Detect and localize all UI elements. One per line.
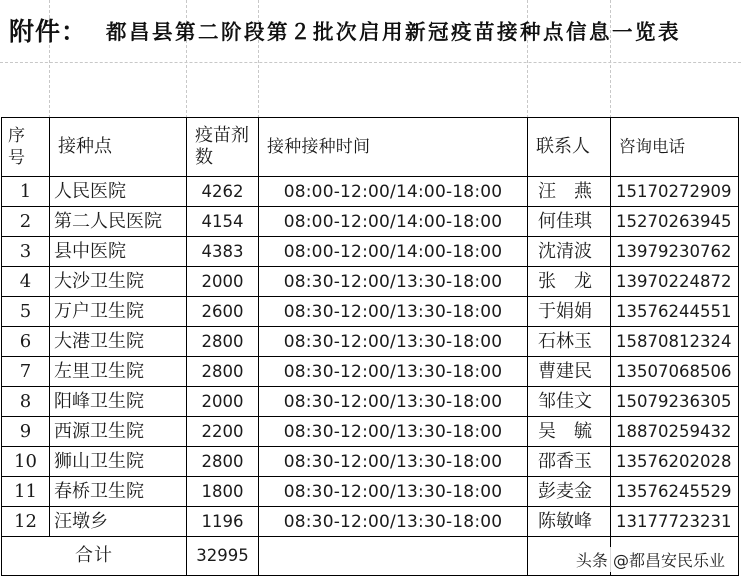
site-name: 第二人民医院 xyxy=(50,207,187,237)
dose-count: 4154 xyxy=(187,207,259,237)
dose-count: 2800 xyxy=(187,357,259,387)
dose-count: 2000 xyxy=(187,267,259,297)
contact-phone: 15170272909 xyxy=(611,177,739,207)
row-number: 10 xyxy=(2,447,50,477)
dose-count: 2200 xyxy=(187,417,259,447)
contact-person: 汪 燕 xyxy=(528,177,611,207)
row-number: 5 xyxy=(2,297,50,327)
vaccination-hours: 08:30-12:00/13:30-18:00 xyxy=(259,267,528,297)
title-text: 都昌县第二阶段第２批次启用新冠疫苗接种点信息一览表 xyxy=(106,20,681,44)
site-name: 左里卫生院 xyxy=(50,357,187,387)
header-phone: 咨询电话 xyxy=(611,118,739,177)
contact-person: 曹建民 xyxy=(528,357,611,387)
site-name: 大港卫生院 xyxy=(50,327,187,357)
dose-count: 2800 xyxy=(187,327,259,357)
dose-count: 2600 xyxy=(187,297,259,327)
dose-count: 2800 xyxy=(187,447,259,477)
vaccination-hours: 08:00-12:00/14:00-18:00 xyxy=(259,177,528,207)
table-row xyxy=(2,297,739,327)
contact-person: 邹佳文 xyxy=(528,387,611,417)
site-name: 阳峰卫生院 xyxy=(50,387,187,417)
table-row xyxy=(2,507,739,537)
contact-person: 陈敏峰 xyxy=(528,507,611,537)
row-number: 1 xyxy=(2,177,50,207)
site-name: 万户卫生院 xyxy=(50,297,187,327)
contact-phone: 13576202028 xyxy=(611,447,739,477)
row-number: 2 xyxy=(2,207,50,237)
contact-person: 何佳琪 xyxy=(528,207,611,237)
header-time: 接种接种时间 xyxy=(259,118,528,177)
total-doses: 32995 xyxy=(187,537,259,576)
vaccination-hours: 08:00-12:00/14:00-18:00 xyxy=(259,237,528,267)
table-row xyxy=(2,177,739,207)
vaccination-hours: 08:30-12:00/13:30-18:00 xyxy=(259,507,528,537)
vaccination-hours: 08:30-12:00/13:30-18:00 xyxy=(259,297,528,327)
row-number: 4 xyxy=(2,267,50,297)
table-row xyxy=(2,387,739,417)
dose-count: 1800 xyxy=(187,477,259,507)
contact-person: 邵香玉 xyxy=(528,447,611,477)
vaccination-hours: 08:30-12:00/13:30-18:00 xyxy=(259,447,528,477)
total-time-empty xyxy=(259,537,528,576)
contact-phone: 15270263945 xyxy=(611,207,739,237)
table-row xyxy=(2,237,739,267)
watermark: 头条 @都昌安民乐业 xyxy=(572,547,729,572)
dose-count: 1196 xyxy=(187,507,259,537)
header-site: 接种点 xyxy=(50,118,187,177)
table-row xyxy=(2,267,739,297)
row-number: 9 xyxy=(2,417,50,447)
header-doses: 疫苗剂数 xyxy=(187,118,259,177)
site-name: 汪墩乡 xyxy=(50,507,187,537)
vaccination-hours: 08:30-12:00/13:30-18:00 xyxy=(259,327,528,357)
contact-phone: 18870259432 xyxy=(611,417,739,447)
site-name: 人民医院 xyxy=(50,177,187,207)
contact-phone: 13177723231 xyxy=(611,507,739,537)
site-name: 狮山卫生院 xyxy=(50,447,187,477)
contact-phone: 13979230762 xyxy=(611,237,739,267)
table-row xyxy=(2,417,739,447)
contact-phone: 13576245529 xyxy=(611,477,739,507)
row-number: 12 xyxy=(2,507,50,537)
row-number: 6 xyxy=(2,327,50,357)
row-number: 11 xyxy=(2,477,50,507)
table-row xyxy=(2,357,739,387)
header-no: 序号 xyxy=(2,118,50,177)
site-name: 春桥卫生院 xyxy=(50,477,187,507)
vaccination-hours: 08:00-12:00/14:00-18:00 xyxy=(259,207,528,237)
vaccination-hours: 08:30-12:00/13:30-18:00 xyxy=(259,357,528,387)
contact-person: 石林玉 xyxy=(528,327,611,357)
dose-count: 4262 xyxy=(187,177,259,207)
site-name: 西源卫生院 xyxy=(50,417,187,447)
vaccination-hours: 08:30-12:00/13:30-18:00 xyxy=(259,387,528,417)
vaccination-hours: 08:30-12:00/13:30-18:00 xyxy=(259,417,528,447)
table-row xyxy=(2,447,739,477)
vaccination-sites-table xyxy=(1,117,739,576)
contact-phone: 15870812324 xyxy=(611,327,739,357)
dose-count: 2000 xyxy=(187,387,259,417)
table-row xyxy=(2,207,739,237)
header-contact: 联系人 xyxy=(528,118,611,177)
table-header-row xyxy=(2,118,739,177)
contact-person: 彭麦金 xyxy=(528,477,611,507)
row-number: 8 xyxy=(2,387,50,417)
contact-phone: 15079236305 xyxy=(611,387,739,417)
contact-phone: 13507068506 xyxy=(611,357,739,387)
site-name: 大沙卫生院 xyxy=(50,267,187,297)
contact-phone: 13576244551 xyxy=(611,297,739,327)
gridline xyxy=(0,62,741,63)
contact-person: 张 龙 xyxy=(528,267,611,297)
document-title xyxy=(0,0,741,62)
contact-person: 于娟娟 xyxy=(528,297,611,327)
title-prefix: 附件： xyxy=(9,17,88,46)
contact-person: 吴 毓 xyxy=(528,417,611,447)
table-row xyxy=(2,477,739,507)
table-row xyxy=(2,327,739,357)
contact-person: 沈清波 xyxy=(528,237,611,267)
site-name: 县中医院 xyxy=(50,237,187,267)
vaccination-hours: 08:30-12:00/13:30-18:00 xyxy=(259,477,528,507)
row-number: 3 xyxy=(2,237,50,267)
dose-count: 4383 xyxy=(187,237,259,267)
total-label: 合计 xyxy=(2,537,187,576)
contact-phone: 13970224872 xyxy=(611,267,739,297)
row-number: 7 xyxy=(2,357,50,387)
